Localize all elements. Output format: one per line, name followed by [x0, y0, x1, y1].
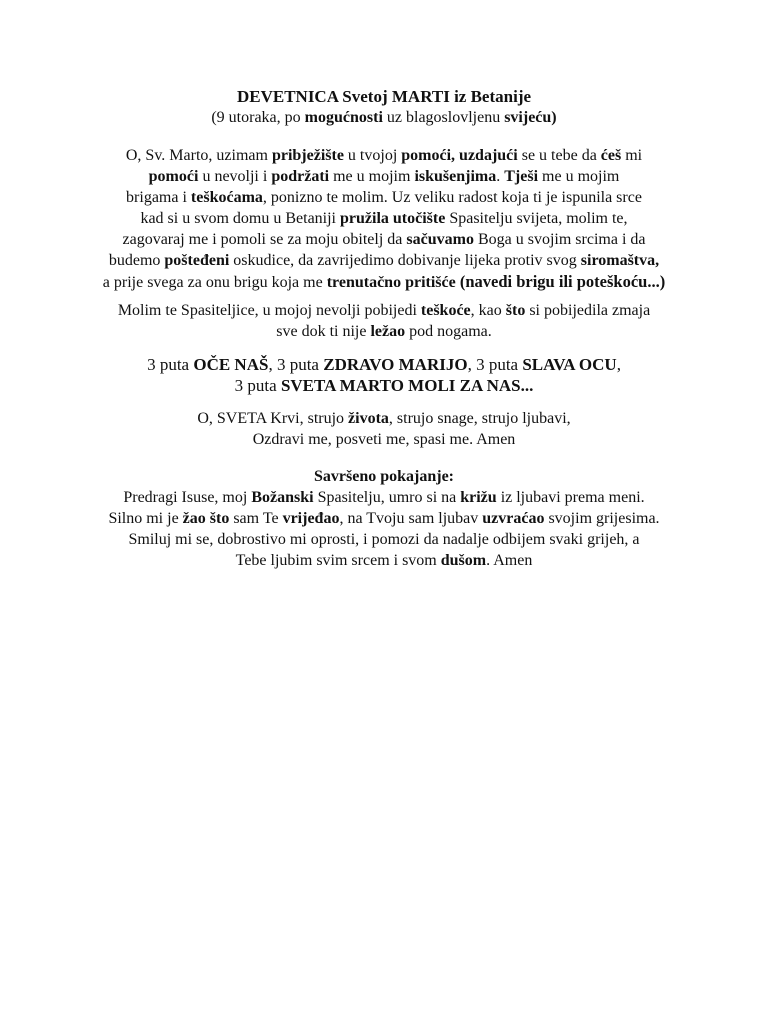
- text-line: [60, 375, 708, 396]
- bold-text: što: [505, 302, 526, 319]
- bold-text: trenutačno pritišće: [326, 274, 456, 291]
- text: svojim grijesima.: [544, 510, 660, 527]
- text-line: Smiluj mi se, dobrostivo mi oprosti, i pomozi da nadalje odbijem svaki grijeh, a: [128, 531, 640, 548]
- text: . Amen: [486, 552, 533, 569]
- bold-text: Božanski: [251, 489, 314, 506]
- spasiteljice-paragraph: [60, 300, 708, 342]
- text: Molim te Spasiteljice, u mojoj nevolji pobijedi: [117, 302, 421, 319]
- text: budemo: [108, 252, 165, 269]
- text: Predragi Isuse, moj: [123, 489, 252, 506]
- bold-text: SLAVA OCU: [522, 355, 617, 374]
- bold-text: siromaštva,: [580, 252, 660, 269]
- document-subtitle: [60, 107, 708, 128]
- text-line: [60, 408, 708, 429]
- intro-paragraph: [60, 145, 708, 293]
- text: Silno mi je: [108, 510, 183, 527]
- text-line: [60, 300, 708, 321]
- prayer-counts: [60, 354, 708, 396]
- text: O, SVETA Krvi, strujo: [197, 410, 349, 427]
- text-line: Ozdravi me, posveti me, spasi me. Amen: [252, 431, 516, 448]
- bold-text: podržati: [271, 168, 330, 185]
- text-line: [60, 550, 708, 571]
- bold-text: iskušenjima: [414, 168, 497, 185]
- bold-text: pribježište: [271, 147, 344, 164]
- text-line: [60, 166, 708, 187]
- subtitle-bold: svijeću): [504, 109, 557, 126]
- text: 3 puta: [234, 376, 281, 395]
- text-line: [60, 321, 708, 342]
- sveta-krv-paragraph: [60, 408, 708, 450]
- bold-text: pomoći: [148, 168, 199, 185]
- section-heading: [60, 466, 708, 487]
- bold-text: sačuvamo: [406, 231, 474, 248]
- bold-text: dušom: [440, 552, 487, 569]
- text-line: [60, 508, 708, 529]
- text-line: [60, 271, 708, 293]
- text: , 3 puta: [467, 355, 523, 374]
- text: u nevolji i: [198, 168, 272, 185]
- text: Spasitelju, umro si na: [313, 489, 461, 506]
- text: 3 puta: [147, 355, 194, 374]
- text-line: [60, 145, 708, 166]
- text: iz ljubavi prema meni.: [496, 489, 645, 506]
- bold-text: teškoće: [420, 302, 471, 319]
- text: sam Te: [229, 510, 283, 527]
- bold-text: uzvraćao: [482, 510, 545, 527]
- bold-text: Tješi: [504, 168, 539, 185]
- text: , kao: [470, 302, 506, 319]
- subtitle-bold: mogućnosti: [304, 109, 383, 126]
- text: pod nogama.: [405, 323, 492, 340]
- text: u tvojoj: [343, 147, 402, 164]
- heading-text: Savršeno pokajanje:: [313, 468, 454, 485]
- bold-text: križu: [460, 489, 497, 506]
- text: brigama i: [126, 189, 191, 206]
- bold-text: života: [348, 410, 389, 427]
- text: mi: [621, 147, 643, 164]
- text: zagovaraj me i pomoli se za moju obitelj da: [122, 231, 407, 248]
- bold-text: pružila utočište: [340, 210, 446, 227]
- text: Tebe ljubim svim srcem i svom: [235, 552, 441, 569]
- subtitle-text: (9 utoraka, po: [211, 109, 305, 126]
- text: sve dok ti nije: [276, 323, 371, 340]
- text: oskudice, da zavrijedimo dobivanje lijeka protiv svog: [229, 252, 581, 269]
- bold-text: (navedi brigu ili poteškoću...): [455, 272, 666, 291]
- text: Boga u svojim srcima i da: [473, 231, 646, 248]
- bold-text: SVETA MARTO MOLI ZA NAS...: [280, 376, 534, 395]
- document-title: DEVETNICA Svetoj MARTI iz Betanije: [236, 87, 532, 106]
- text: si pobijedila zmaja: [525, 302, 651, 319]
- text: , 3 puta: [268, 355, 324, 374]
- text-line: [60, 187, 708, 208]
- bold-text: ležao: [370, 323, 406, 340]
- text-line: [60, 354, 708, 375]
- text: se u tebe da: [517, 147, 601, 164]
- pokajanje-section: [60, 466, 708, 571]
- bold-text: ćeš: [600, 147, 622, 164]
- title-block: [60, 86, 708, 128]
- text: Spasitelju svijeta, molim te,: [445, 210, 628, 227]
- bold-text: teškoćama: [190, 189, 263, 206]
- bold-text: pošteđeni: [164, 252, 230, 269]
- text: .: [496, 168, 505, 185]
- text-line: [60, 208, 708, 229]
- bold-text: pomoći, uzdajući: [401, 147, 518, 164]
- bold-text: OČE NAŠ: [193, 355, 269, 374]
- text: O, Sv. Marto, uzimam: [125, 147, 272, 164]
- subtitle-text: uz blagoslovljenu: [382, 109, 505, 126]
- text: me u mojim: [538, 168, 620, 185]
- text: ,: [616, 355, 621, 374]
- text: kad si u svom domu u Betaniji: [140, 210, 340, 227]
- text-line: [60, 229, 708, 250]
- bold-text: žao što: [182, 510, 230, 527]
- bold-text: ZDRAVO MARIJO: [323, 355, 468, 374]
- text-line: [60, 487, 708, 508]
- text: , na Tvoju sam ljubav: [339, 510, 483, 527]
- text: a prije svega za onu brigu koja me: [102, 274, 327, 291]
- text: me u mojim: [329, 168, 415, 185]
- text: , ponizno te molim. Uz veliku radost koja ti je ispunila srce: [262, 189, 642, 206]
- text: , strujo snage, strujo ljubavi,: [388, 410, 571, 427]
- text-line: [60, 250, 708, 271]
- bold-text: vrijeđao: [282, 510, 340, 527]
